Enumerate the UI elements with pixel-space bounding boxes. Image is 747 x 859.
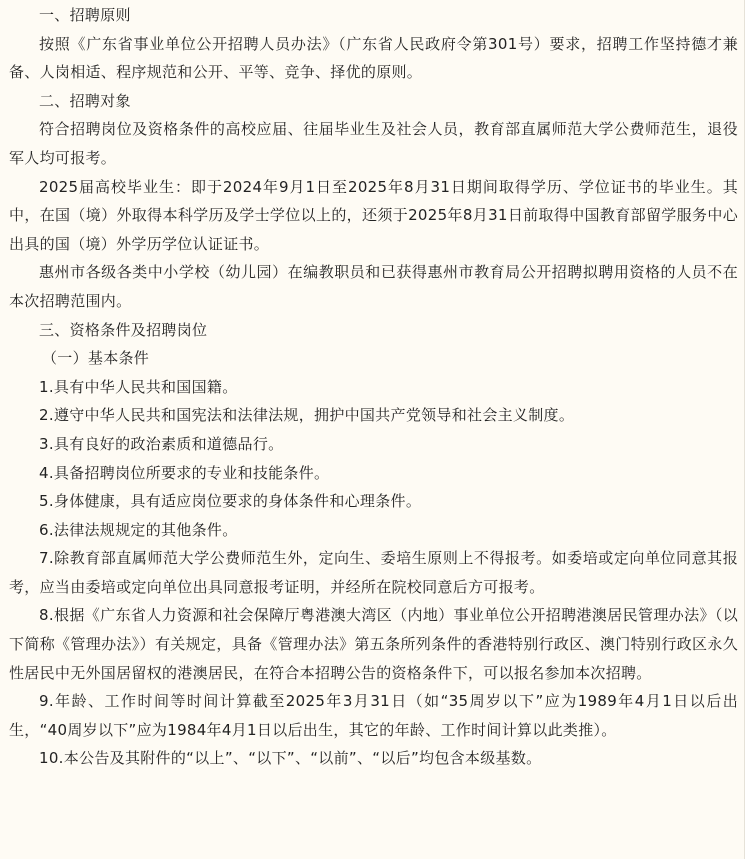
paragraph-eligible-applicants: 符合招聘岗位及资格条件的高校应届、往届毕业生及社会人员，教育部直属师范大学公费师范生，退役军人均可报考。 [9,120,738,167]
condition-item-8: 8.根据《广东省人力资源和社会保障厅粤港澳大湾区（内地）事业单位公开招聘港澳居民管理办法》（以下简称《管理办法》）有关规定，具备《管理办法》第五条所列条件的香港特别行政区、澳门特别行政区永久性居民中无外国居留权的港澳居民，在符合本招聘公告的资格条件下，可以报名参加本次招聘。 [9,606,738,682]
condition-item-5: 5.身体健康，具有适应岗位要求的身体条件和心理条件。 [39,492,422,511]
condition-item-1: 1.具有中华人民共和国国籍。 [39,377,238,396]
condition-item-3: 3.具有良好的政治素质和道德品行。 [39,434,284,453]
condition-item-6: 6.法律法规规定的其他条件。 [39,520,238,539]
condition-item-9: 9.年龄、工作时间等时间计算截至2025年3月31日（如“35周岁以下”应为1989年4月1日以后出生，“40周岁以下”应为1984年4月1日以后出生，其它的年龄、工作时间计算以此类推）。 [9,692,738,739]
subsection-heading-basic-conditions: （一）基本条件 [42,349,150,368]
section-heading-qualifications-positions: 三、资格条件及招聘岗位 [39,320,208,339]
section-heading-recruitment-principles: 一、招聘原则 [39,6,131,24]
paragraph-excluded-staff: 惠州市各级各类中小学校（幼儿园）在编教职员和已获得惠州市教育局公开招聘拟聘用资格的人员不在本次招聘范围内。 [9,263,738,310]
condition-item-10: 10.本公告及其附件的“以上”、“以下”、“以前”、“以后”均包含本级基数。 [39,749,542,768]
condition-item-4: 4.具备招聘岗位所要求的专业和技能条件。 [39,463,330,482]
paragraph-2025-graduates: 2025届高校毕业生：即于2024年9月1日至2025年8月31日期间取得学历、学位证书的毕业生。其中，在国（境）外取得本科学历及学士学位以上的，还须于2025年8月31日前取得中国教育部留学服务中心出具的国（境）外学历学位认证证书。 [9,177,738,253]
condition-item-7: 7.除教育部直属师范大学公费师范生外，定向生、委培生原则上不得报考。如委培或定向单位同意其报考，应当由委培或定向单位出具同意报考证明，并经所在院校同意后方可报考。 [9,549,738,596]
condition-item-2: 2.遵守中华人民共和国宪法和法律法规，拥护中国共产党领导和社会主义制度。 [39,406,575,425]
section-heading-recruitment-targets: 二、招聘对象 [39,91,131,110]
paragraph-principles: 按照《广东省事业单位公开招聘人员办法》（广东省人民政府令第301号）要求，招聘工作坚持德才兼备、人岗相适、程序规范和公开、平等、竞争、择优的原则。 [9,34,738,82]
